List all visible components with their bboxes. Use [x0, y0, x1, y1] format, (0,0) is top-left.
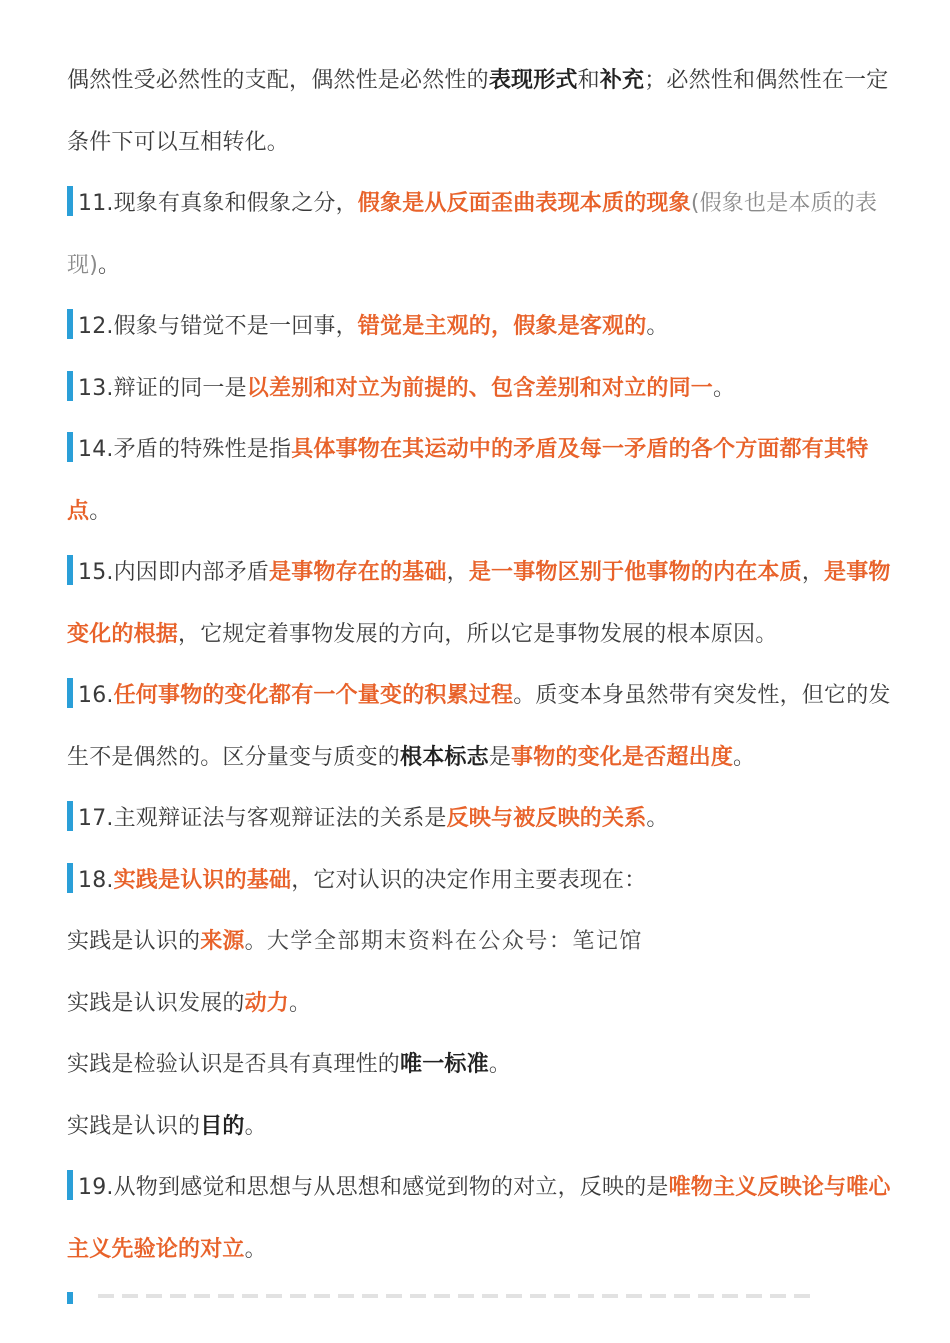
text: 是 — [488, 744, 512, 770]
text: 。 — [646, 314, 669, 339]
accent-bar — [67, 863, 73, 893]
bold-text: 表现形式 — [488, 68, 578, 93]
text: 18. — [78, 867, 114, 893]
text: 14.矛盾的特殊性是指 — [78, 437, 292, 462]
highlight-text: 假象是从反面歪曲表现本质的现象 — [357, 191, 691, 216]
practice-goal-line — [67, 1096, 897, 1158]
text: ；必然性和偶然性在一定条件下可以互相转化。 — [67, 68, 889, 155]
highlight-text: 错觉是主观的，假象是客观的 — [357, 314, 647, 339]
accent-bar — [67, 186, 73, 216]
text: 。 — [713, 375, 736, 401]
highlight-text: 是一事物区别于他事物的内在本质 — [468, 560, 802, 585]
text: 。 — [733, 744, 756, 770]
highlight-text: 任何事物的变化都有一个量变的积累过程 — [113, 683, 514, 708]
text: 。质变本身虽然带有突发性，但它的发生不是偶然的。区分量变与质变的 — [67, 683, 891, 770]
text: 19.从物到感觉和思想与从思想和感觉到物的对立，反映的是 — [78, 1175, 669, 1200]
highlight-text: 具体事物在其运动中的矛盾及每一矛盾的各个方面都有其特点 — [67, 437, 869, 524]
practice-source-line — [67, 911, 897, 973]
text: ，它规定着事物发展的方向，所以它是事物发展的根本原因。 — [178, 621, 778, 647]
bold-text: 目的 — [200, 1113, 245, 1139]
accent-bar — [67, 432, 73, 462]
paragraph-intro — [67, 50, 897, 173]
bold-text: 唯一标准 — [400, 1052, 489, 1077]
text: 15.内因即内部矛盾 — [78, 560, 269, 585]
highlight-text: 以差别和对立为前提的、包含差别和对立的同一 — [246, 375, 713, 401]
accent-bar — [67, 1170, 73, 1200]
list-item-12 — [67, 296, 897, 358]
text: 实践是检验认识是否具有真理性的 — [67, 1052, 401, 1077]
text: ， — [446, 560, 469, 585]
gray-note: (假象也是本质的表现) — [67, 191, 878, 278]
text: 。 — [289, 990, 312, 1016]
highlight-text: 来源 — [200, 929, 245, 954]
accent-bar — [67, 801, 73, 831]
text: ，它对认识的决定作用主要表现在： — [291, 867, 647, 893]
list-item-18 — [67, 850, 897, 912]
text: 实践是认识的 — [67, 1113, 201, 1139]
practice-power-line — [67, 973, 897, 1035]
list-item-14 — [67, 419, 897, 542]
text: 。 — [646, 806, 669, 831]
text: 。 — [97, 252, 121, 278]
document-body — [67, 50, 897, 1280]
text: 。 — [244, 1236, 267, 1262]
text: 12.假象与错觉不是一回事， — [78, 314, 358, 339]
text: 11.现象有真象和假象之分， — [78, 191, 358, 216]
cut-off-next-item — [67, 1292, 897, 1304]
text: 和 — [577, 68, 600, 93]
bold-text: 根本标志 — [400, 744, 489, 770]
cut-off-text — [98, 1294, 818, 1298]
list-item-13 — [67, 358, 897, 420]
highlight-text: 唯物主义反映论与唯心主义先验论的对立 — [67, 1175, 891, 1262]
text: 。 — [244, 1113, 267, 1139]
list-item-16 — [67, 665, 897, 788]
text: 偶然性受必然性的支配，偶然性是必然性的 — [67, 68, 489, 93]
text: 13.辩证的同一是 — [78, 375, 247, 401]
highlight-text: 是事物变化的根据 — [67, 560, 891, 647]
highlight-text: 反映与被反映的关系 — [446, 806, 647, 831]
list-item-11 — [67, 173, 897, 296]
text: 。 — [89, 498, 112, 524]
list-item-15 — [67, 542, 897, 665]
watermark-note: 大学全部期末资料在公众号：笔记馆 — [266, 929, 643, 954]
highlight-text: 是事物存在的基础 — [269, 560, 447, 585]
list-item-19 — [67, 1157, 897, 1280]
highlight-text: 动力 — [244, 990, 290, 1016]
accent-bar — [67, 678, 73, 708]
text: 实践是认识的 — [67, 929, 201, 954]
highlight-text: 事物的变化是否超出度 — [511, 744, 734, 770]
accent-bar — [67, 371, 73, 401]
accent-bar — [67, 1292, 73, 1304]
text: 。 — [244, 929, 267, 954]
text: 16. — [78, 683, 114, 708]
text: 。 — [488, 1052, 512, 1077]
accent-bar — [67, 309, 73, 339]
practice-standard-line — [67, 1034, 897, 1096]
text: 17.主观辩证法与客观辩证法的关系是 — [78, 806, 447, 831]
text: 实践是认识发展的 — [67, 990, 245, 1016]
highlight-text: 实践是认识的基础 — [113, 867, 292, 893]
text: ， — [801, 560, 825, 585]
list-item-17 — [67, 788, 897, 850]
accent-bar — [67, 555, 73, 585]
bold-text: 补充 — [599, 68, 645, 93]
